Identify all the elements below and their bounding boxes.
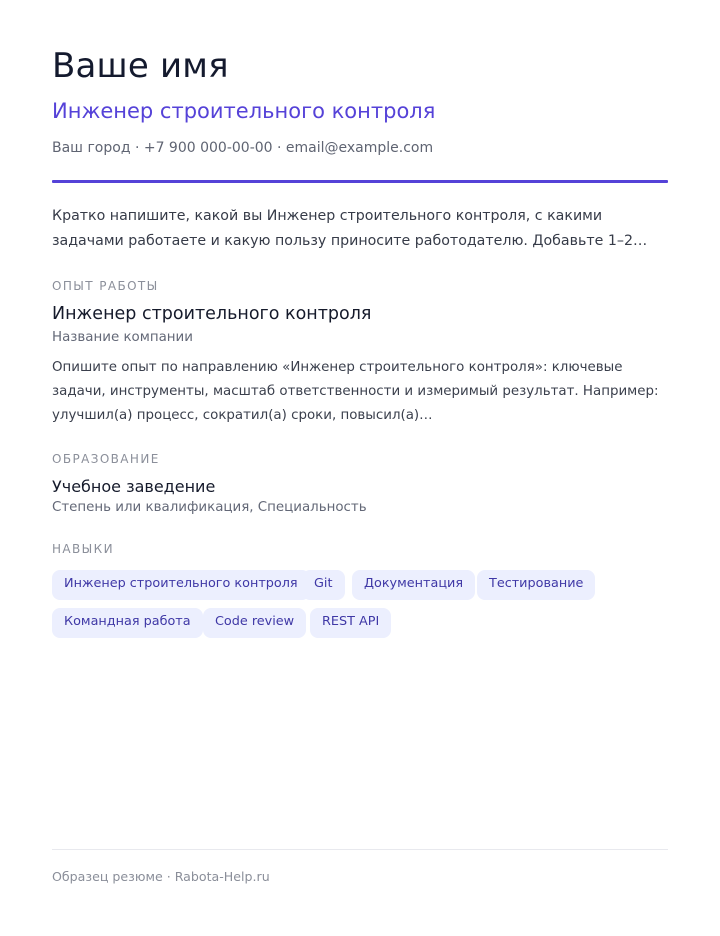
skill-tag: Инженер строительного контроля (52, 570, 310, 600)
skills-heading: НАВЫКИ (52, 542, 114, 556)
skill-tag: Командная работа (52, 608, 203, 638)
education-heading: ОБРАЗОВАНИЕ (52, 452, 160, 466)
summary-paragraph: Кратко напишите, какой вы Инженер строительного контроля, с какими задачами работаете и какую пользу приносите работодателю. Добавьте 1–2… (52, 208, 648, 249)
candidate-name: Ваше имя (52, 46, 229, 86)
contact-line: Ваш город · +7 900 000-00-00 · email@example.com (52, 140, 434, 156)
skill-tag: REST API (310, 608, 391, 638)
accent-divider (52, 180, 668, 183)
degree-line: Степень или квалификация, Специальность (52, 500, 367, 515)
company-name: Название компании (52, 330, 193, 345)
job-description: Опишите опыт по направлению «Инженер строительного контроля»: ключевые задачи, инструменты, масштаб ответственности и измеримый результат. Например: улучшил(а) процесс, сократил(а) сроки, повысил(а)… (52, 360, 659, 423)
experience-heading: ОПЫТ РАБОТЫ (52, 279, 159, 293)
school-name: Учебное заведение (52, 477, 216, 496)
skill-tag: Документация (352, 570, 475, 600)
candidate-role: Инженер строительного контроля (52, 99, 436, 123)
footer-text: Образец резюме · Rabota-Help.ru (52, 869, 270, 884)
footer-divider (52, 849, 668, 850)
job-title: Инженер строительного контроля (52, 304, 372, 324)
skill-tag: Git (302, 570, 345, 600)
skill-tag: Тестирование (477, 570, 595, 600)
skill-tag: Code review (203, 608, 306, 638)
resume-page (52, 0, 668, 936)
